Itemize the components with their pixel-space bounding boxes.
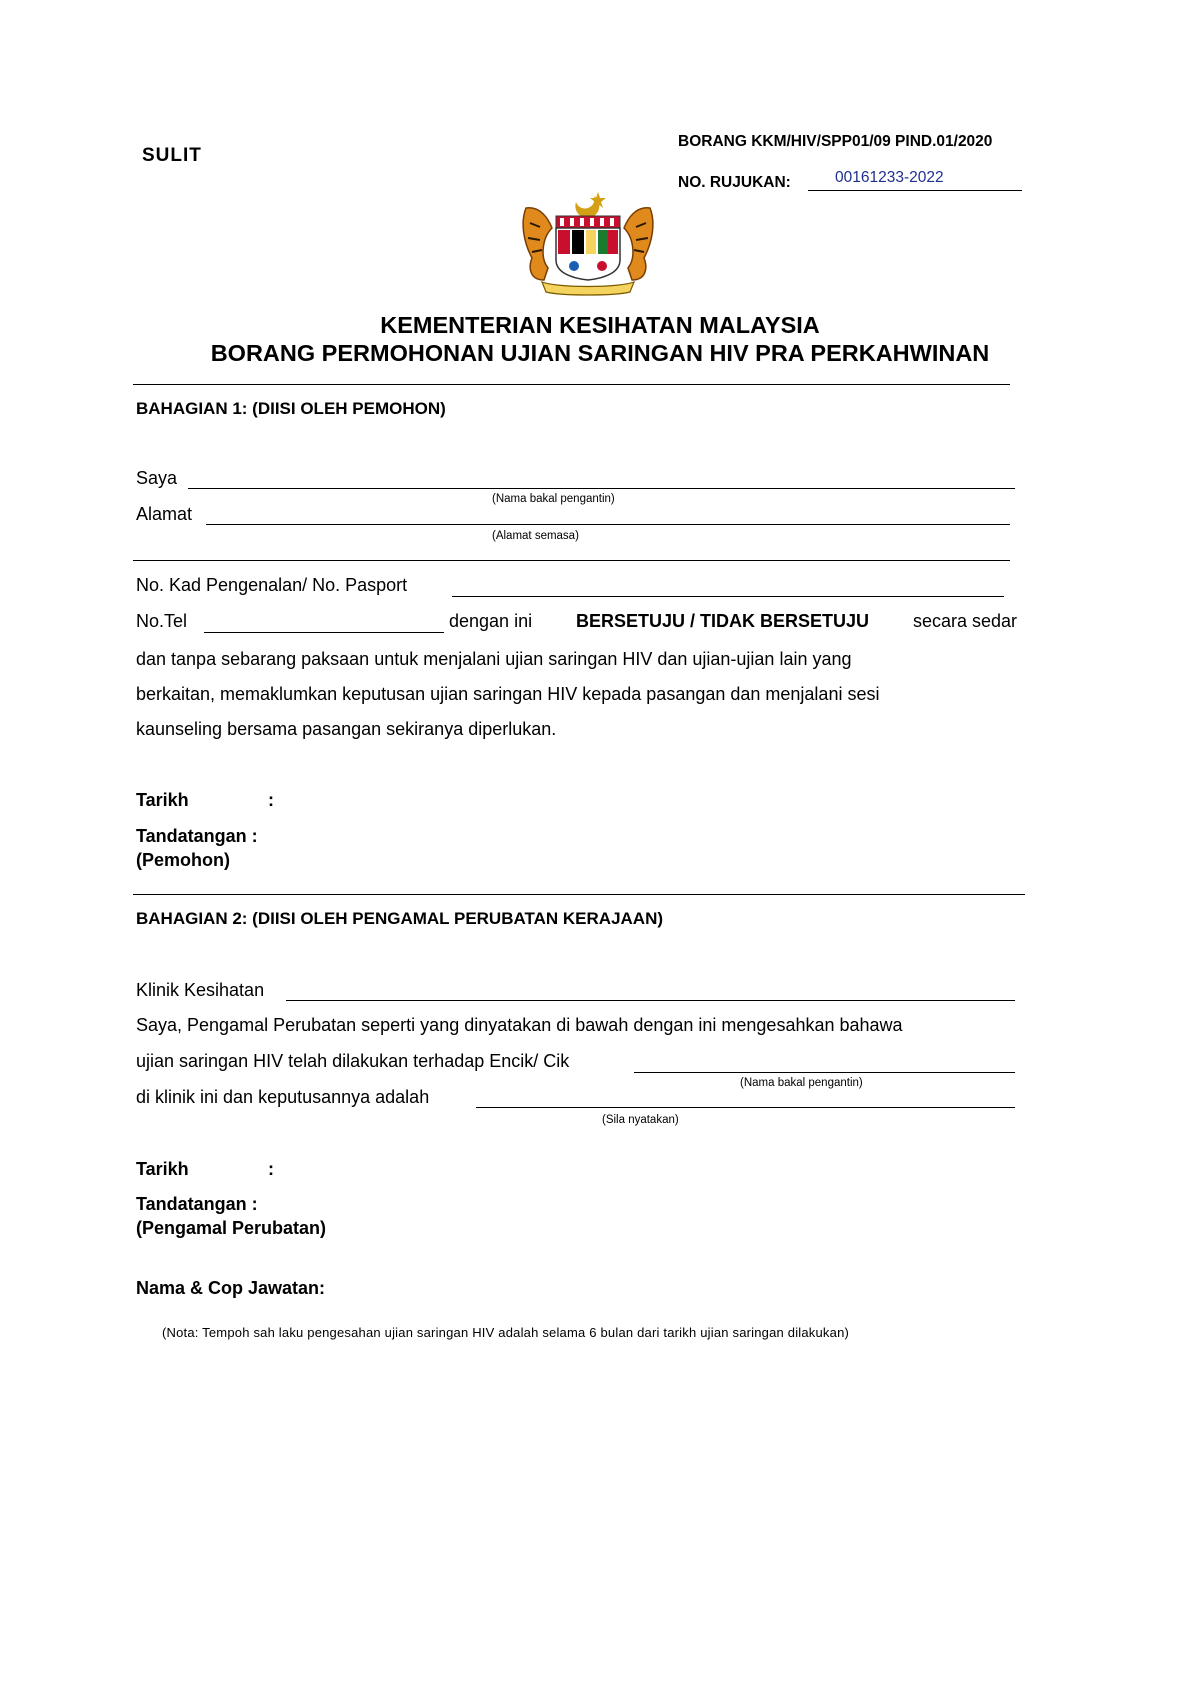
verification-line3: di klinik ini dan keputusannya adalah <box>136 1087 430 1107</box>
part1-heading: BAHAGIAN 1: (DIISI OLEH PEMOHON) <box>136 399 446 418</box>
tel-label: No.Tel <box>136 611 188 631</box>
consent-line <box>449 611 1017 632</box>
result-field[interactable] <box>476 1107 1015 1108</box>
classification-label: SULIT <box>142 145 202 166</box>
reference-underline <box>808 190 1022 191</box>
tarikh-colon-2: : <box>268 1159 274 1179</box>
section-divider <box>133 894 1025 895</box>
ic-field[interactable] <box>452 596 1004 597</box>
tarikh-label-2: Tarikh <box>136 1159 189 1179</box>
consent-pre: dengan ini <box>449 611 533 631</box>
consent-paragraph <box>136 642 1017 747</box>
tarikh-label: Tarikh <box>136 790 189 810</box>
signature-label-2: Tandatangan : <box>136 1194 258 1214</box>
reference-number[interactable]: 00161233-2022 <box>835 169 944 186</box>
validity-note: (Nota: Tempoh sah laku pengesahan ujian saringan HIV adalah selama 6 bulan dari tarikh ujian saringan dilakukan) <box>162 1325 850 1340</box>
tel-field[interactable] <box>204 632 444 633</box>
alamat-hint: (Alamat semasa) <box>492 530 579 542</box>
malaysia-coat-of-arms <box>518 188 658 298</box>
signature-role: (Pemohon) <box>136 850 230 870</box>
tarikh-colon: : <box>268 790 274 810</box>
consent-paragraph-line: berkaitan, memaklumkan keputusan ujian saringan HIV kepada pasangan dan menjalani sesi <box>136 684 880 704</box>
ministry-title: KEMENTERIAN KESIHATAN MALAYSIA <box>380 312 820 338</box>
title-divider <box>133 384 1010 385</box>
alamat-field-line2[interactable] <box>133 560 1010 561</box>
alamat-field[interactable] <box>206 524 1010 525</box>
consent-choice[interactable]: BERSETUJU / TIDAK BERSETUJU <box>575 611 870 631</box>
ic-label: No. Kad Pengenalan/ No. Pasport <box>136 575 408 595</box>
reference-label: NO. RUJUKAN: <box>678 174 791 191</box>
klinik-field[interactable] <box>286 1000 1015 1001</box>
signature-label: Tandatangan : <box>136 826 258 846</box>
verification-line1: Saya, Pengamal Perubatan seperti yang dinyatakan di bawah dengan ini mengesahkan bahawa <box>136 1015 903 1035</box>
verification-line2: ujian saringan HIV telah dilakukan terhadap Encik/ Cik <box>136 1051 570 1071</box>
saya-hint: (Nama bakal pengantin) <box>492 493 615 505</box>
consent-paragraph-line: kaunseling bersama pasangan sekiranya diperlukan. <box>136 719 557 739</box>
saya-label: Saya <box>136 468 178 488</box>
patient-name-field[interactable] <box>634 1072 1015 1073</box>
consent-post: secara sedar <box>912 611 1017 631</box>
saya-field[interactable] <box>188 488 1015 489</box>
signature-role-2: (Pengamal Perubatan) <box>136 1218 327 1238</box>
part2-heading: BAHAGIAN 2: (DIISI OLEH PENGAMAL PERUBATAN KERAJAAN) <box>136 909 664 928</box>
form-code: BORANG KKM/HIV/SPP01/09 PIND.01/2020 <box>678 133 993 150</box>
consent-paragraph-line: dan tanpa sebarang paksaan untuk menjalani ujian saringan HIV dan ujian-ujian lain yang <box>136 649 852 669</box>
form-title: BORANG PERMOHONAN UJIAN SARINGAN HIV PRA PERKAHWINAN <box>210 340 990 366</box>
stamp-label: Nama & Cop Jawatan: <box>136 1278 326 1298</box>
alamat-label: Alamat <box>136 504 193 524</box>
result-hint: (Sila nyatakan) <box>602 1114 679 1126</box>
klinik-label: Klinik Kesihatan <box>136 980 265 1000</box>
patient-name-hint: (Nama bakal pengantin) <box>740 1077 863 1089</box>
